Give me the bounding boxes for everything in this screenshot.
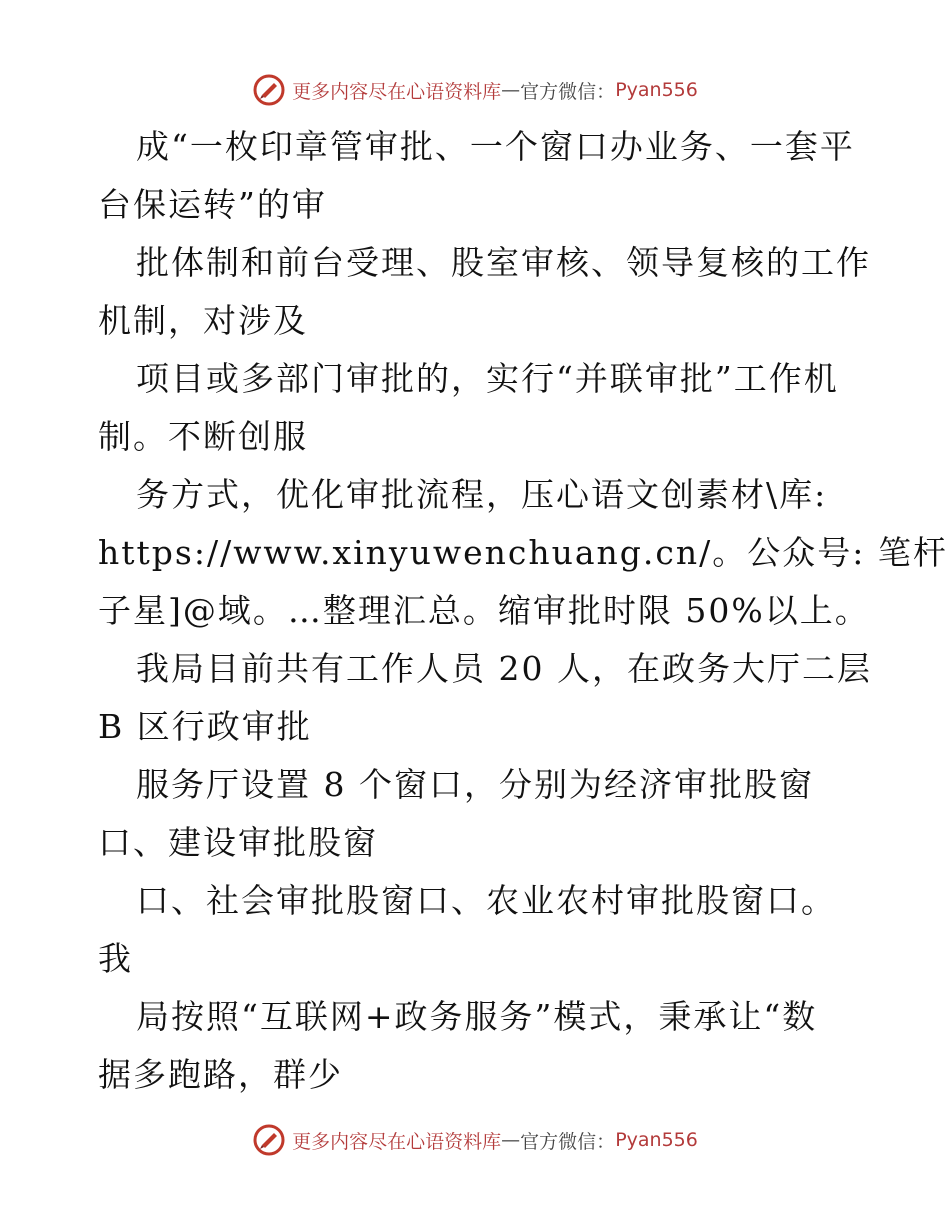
watermark-label: 官方微信：: [520, 80, 616, 103]
watermark-brand: 更多内容尽在心语资料库: [292, 80, 502, 103]
body-line: B 区行政审批: [98, 707, 312, 746]
header-watermark: [0, 70, 950, 110]
body-line: 我局目前共有工作人员 20 人，在政务大厅二层: [136, 649, 872, 688]
brand-logo-icon: [252, 73, 286, 107]
watermark-separator: —: [501, 79, 521, 101]
watermark-wechat-id: Pyan556: [615, 1129, 698, 1151]
brand-logo-icon: [252, 1123, 286, 1157]
body-line: 制。不断创服: [98, 417, 308, 456]
body-line: 批体制和前台受理、股室审核、领导复核的工作: [136, 243, 871, 282]
body-line: 口、建设审批股窗: [98, 823, 378, 862]
watermark-separator: —: [501, 1129, 521, 1151]
watermark-wechat-id: Pyan556: [615, 79, 698, 101]
body-line: 口、社会审批股窗口、农业农村审批股窗口。: [136, 881, 836, 920]
watermark-label: 官方微信：: [520, 1130, 616, 1153]
body-line: 成“一枚印章管审批、一个窗口办业务、一套平: [136, 127, 855, 166]
document-body: [98, 118, 948, 1104]
watermark-brand: 更多内容尽在心语资料库: [292, 1130, 502, 1153]
body-line: 子星]@域。…整理汇总。缩审批时限 50%以上。: [98, 591, 870, 630]
body-line: 据多跑路，群少: [98, 1055, 343, 1094]
body-line: https://www.xinyuwenchuang.cn/。公众号: 笔杆: [98, 533, 948, 572]
body-line: 务方式，优化审批流程，压心语文创素材\库:: [136, 475, 828, 514]
body-line: 项目或多部门审批的，实行“并联审批”工作机: [136, 359, 839, 398]
body-line: 局按照“互联网+政务服务”模式，秉承让“数: [136, 997, 818, 1036]
body-line: 我: [98, 939, 133, 978]
footer-watermark: [0, 1120, 950, 1160]
body-line: 机制，对涉及: [98, 301, 308, 340]
body-line: 服务厅设置 8 个窗口，分别为经济审批股窗: [136, 765, 814, 804]
body-line: 台保运转”的审: [98, 185, 327, 224]
